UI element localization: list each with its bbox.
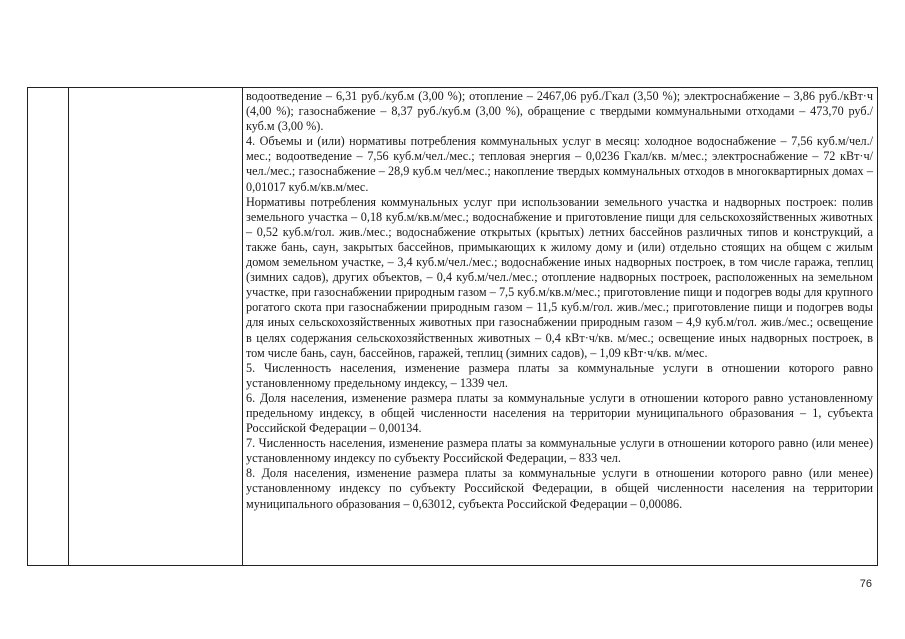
land-plot-norms-paragraph: Нормативы потребления коммунальных услуг при использовании земельного участка и надворных построек: полив земельного участка – 0,18 куб.м/кв.м/мес.; водоснабжение и приготовление пищи для сельскохозяйственных животных – 0,52 куб.м/гол. жив./мес.; водоснабжение открытых (крытых) летних бассейнов различных типов и конструкций, а также бань, саун, закрытых бассейнов, примыкающих к жилому дому и (или) отдельно стоящих на общем с жилым домом земельном участке, – 3,4 куб.м/чел./мес.; водоснабжение иных надворных построек, в том числе гаража, теплиц (зимних садов), других объектов, – 0,4 куб.м/чел./мес.; отопление надворных построек, расположенных на земельном участке, при газоснабжении природным газом – 7,5 куб.м/кв.м/мес.; приготовление пищи и подогрев воды для крупного рогатого скота при газоснабжении природным газом – 11,5 куб.м/гол. жив./мес.; приготовление пищи и подогрев воды для иных сельскохозяйственных животных при газоснабжении природным газом – 4,9 куб.м/гол. жив./мес.; освещение в целях содержания сельскохозяйственных животных – 0,4 кВт·ч/кв. м/мес.; освещение иных надворных построек, в том числе бань, саун, бассейнов, гаражей, теплиц (зимних садов), – 1,09 кВт·ч/кв. м/мес. xyxy=(246,194,873,360)
table-column-divider xyxy=(68,88,69,565)
population-below-index-paragraph: 7. Численность населения, изменение размера платы за коммунальные услуги в отношении которого равно (или менее) установленному индексу по субъекту Российской Федерации, – 833 чел. xyxy=(246,436,873,466)
table-text-cell xyxy=(246,89,873,512)
consumption-volumes-paragraph: 4. Объемы и (или) нормативы потребления коммунальных услуг в месяц: холодное водоснабжение – 7,56 куб.м/чел./мес.; водоотведение – 7,56 куб.м/чел./мес.; тепловая энергия – 0,0236 Гкал/кв. м/мес.; электроснабжение – 72 кВт·ч/чел./мес.; газоснабжение – 28,9 куб.м чел/мес.; накопление твердых коммунальных отходов в многоквартирных домах – 0,01017 куб.м/кв.м/мес. xyxy=(246,134,873,194)
population-share-paragraph: 6. Доля населения, изменение размера платы за коммунальные услуги в отношении которого равно установленному предельному индексу, в общей численности населения на территории муниципального образования – 1, субъекта Российской Федерации – 0,00134. xyxy=(246,390,873,436)
population-count-paragraph: 5. Численность населения, изменение размера платы за коммунальные услуги в отношении которого равно установленному предельному индексу, – 1339 чел. xyxy=(246,360,873,390)
share-below-index-paragraph: 8. Доля населения, изменение размера платы за коммунальные услуги в отношении которого равно (или менее) установленному индексу по субъекту Российской Федерации, в общей численности населения на территории муниципального образования – 0,63012, субъекта Российской Федерации – 0,00086. xyxy=(246,466,873,511)
table-column-divider xyxy=(242,88,243,565)
page-number: 76 xyxy=(859,578,872,590)
tariff-paragraph: водоотведение – 6,31 руб./куб.м (3,00 %); отопление – 2467,06 руб./Гкал (3,50 %); электроснабжение – 3,86 руб./кВт·ч (4,00 %); газоснабжение – 8,37 руб./куб.м (3,00 %), обращение с твердыми коммунальными отходами – 473,70 руб./куб.м (3,00 %). xyxy=(246,89,873,134)
